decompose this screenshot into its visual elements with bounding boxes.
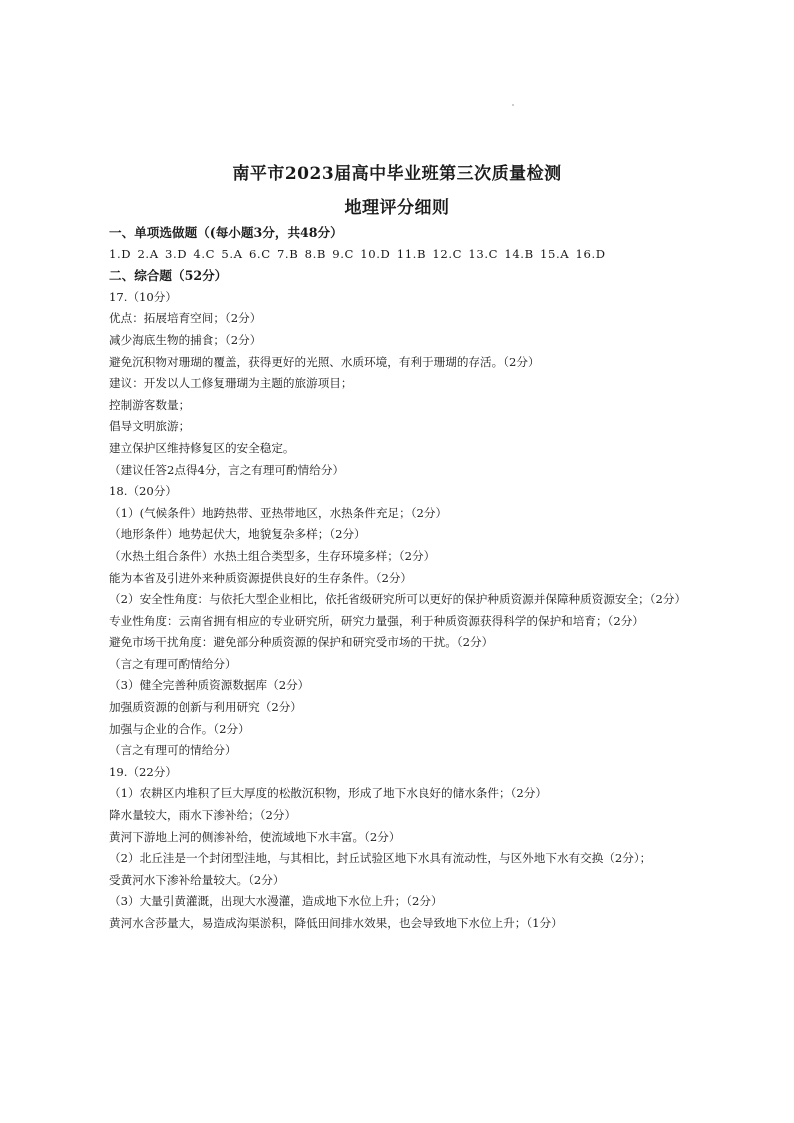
text-line: （2）安全性角度：与依托大型企业相比，依托省级研究所可以更好的保护种质资源并保障种质资源安全；（2分）	[109, 592, 687, 607]
text-line: 优点：拓展培育空间；（2分）	[109, 311, 262, 326]
text-line: 避免市场干扰角度：避免部分种质资源的保护和研究受市场的干扰。（2分）	[109, 635, 494, 650]
text-line: 加强质资源的创新与利用研究（2分）	[109, 700, 302, 715]
text-line: 建立保护区维持修复区的安全稳定。	[109, 440, 295, 455]
text-line: （建议任答2点得4分，言之有理可酌情给分）	[109, 462, 345, 477]
question-17-heading: 17.（10分）	[109, 289, 177, 304]
text-line: 倡导文明旅游；	[109, 419, 191, 434]
text-line: （地形条件）地势起伏大，地貌复杂多样；（2分）	[109, 527, 366, 542]
text-line: 减少海底生物的捕食；（2分）	[109, 332, 262, 347]
section-heading-mcq: 一、单项选做题（(每小题3分，共48分）	[109, 225, 343, 240]
text-line: 加强与企业的合作。（2分）	[109, 721, 250, 736]
text-line: 避免沉积物对珊瑚的覆盖，获得更好的光照、水质环境，有利于珊瑚的存活。（2分）	[109, 354, 540, 369]
answer-key-body	[109, 222, 709, 935]
question-19-heading: 19.（22分）	[109, 764, 177, 779]
section-heading-composite: 二、综合题（52分）	[109, 268, 228, 284]
mcq-answer-line: 1.D 2.A 3.D 4.C 5.A 6.C 7.B 8.B 9.C 10.D 11.B 12.C 13.C 14.B 15.A 16.D	[109, 246, 606, 261]
text-line: （3）大量引黄灌溉，出现大水漫灌，造成地下水位上升；（2分）	[109, 894, 443, 909]
text-line: （言之有理可酌情给分）	[109, 656, 237, 671]
page-subtitle: 地理评分细则	[344, 198, 450, 218]
text-line: 建议：开发以人工修复珊瑚为主题的旅游项目；	[109, 376, 353, 391]
text-line: 降水量较大，雨水下渗补给；（2分）	[109, 808, 297, 823]
text-line: 专业性角度：云南省拥有相应的专业研究所，研究力量强，利于种质资源获得科学的保护和培育；（2分）	[109, 613, 644, 628]
text-line: 控制游客数量；	[109, 397, 191, 412]
page-title: 南平市2023届高中毕业班第三次质量检测	[232, 164, 562, 184]
text-line: （言之有理可的情给分）	[109, 743, 237, 758]
text-line: 受黄河水下渗补给量较大。（2分）	[109, 872, 285, 887]
text-line: 黄河下游地上河的侧渗补给，使流域地下水丰富。（2分）	[109, 829, 401, 844]
text-line: （2）北丘洼是一个封闭型洼地，与其相比，封丘试验区地下水具有流动性，与区外地下水有交换（2分）；	[109, 851, 652, 866]
scan-speck	[512, 104, 514, 106]
text-line: （1）农耕区内堆积了巨大厚度的松散沉积物，形成了地下水良好的储水条件；（2分）	[109, 786, 547, 801]
question-18-heading: 18.（20分）	[109, 484, 177, 499]
text-line: （1）(气候条件）地跨热带、亚热带地区，水热条件充足；（2分）	[109, 505, 448, 520]
text-line: （水热土组合条件）水热土组合类型多，生存环境多样；（2分）	[109, 548, 436, 563]
text-line: 黄河水含莎量大，易造成沟渠淤积，降低田间排水效果，也会导致地下水位上升；（1分）	[109, 916, 563, 930]
text-line: （3）健全完善种质资源数据库（2分）	[109, 678, 310, 693]
text-line: 能为本省及引进外来种质资源提供良好的生存条件。（2分）	[109, 570, 413, 585]
